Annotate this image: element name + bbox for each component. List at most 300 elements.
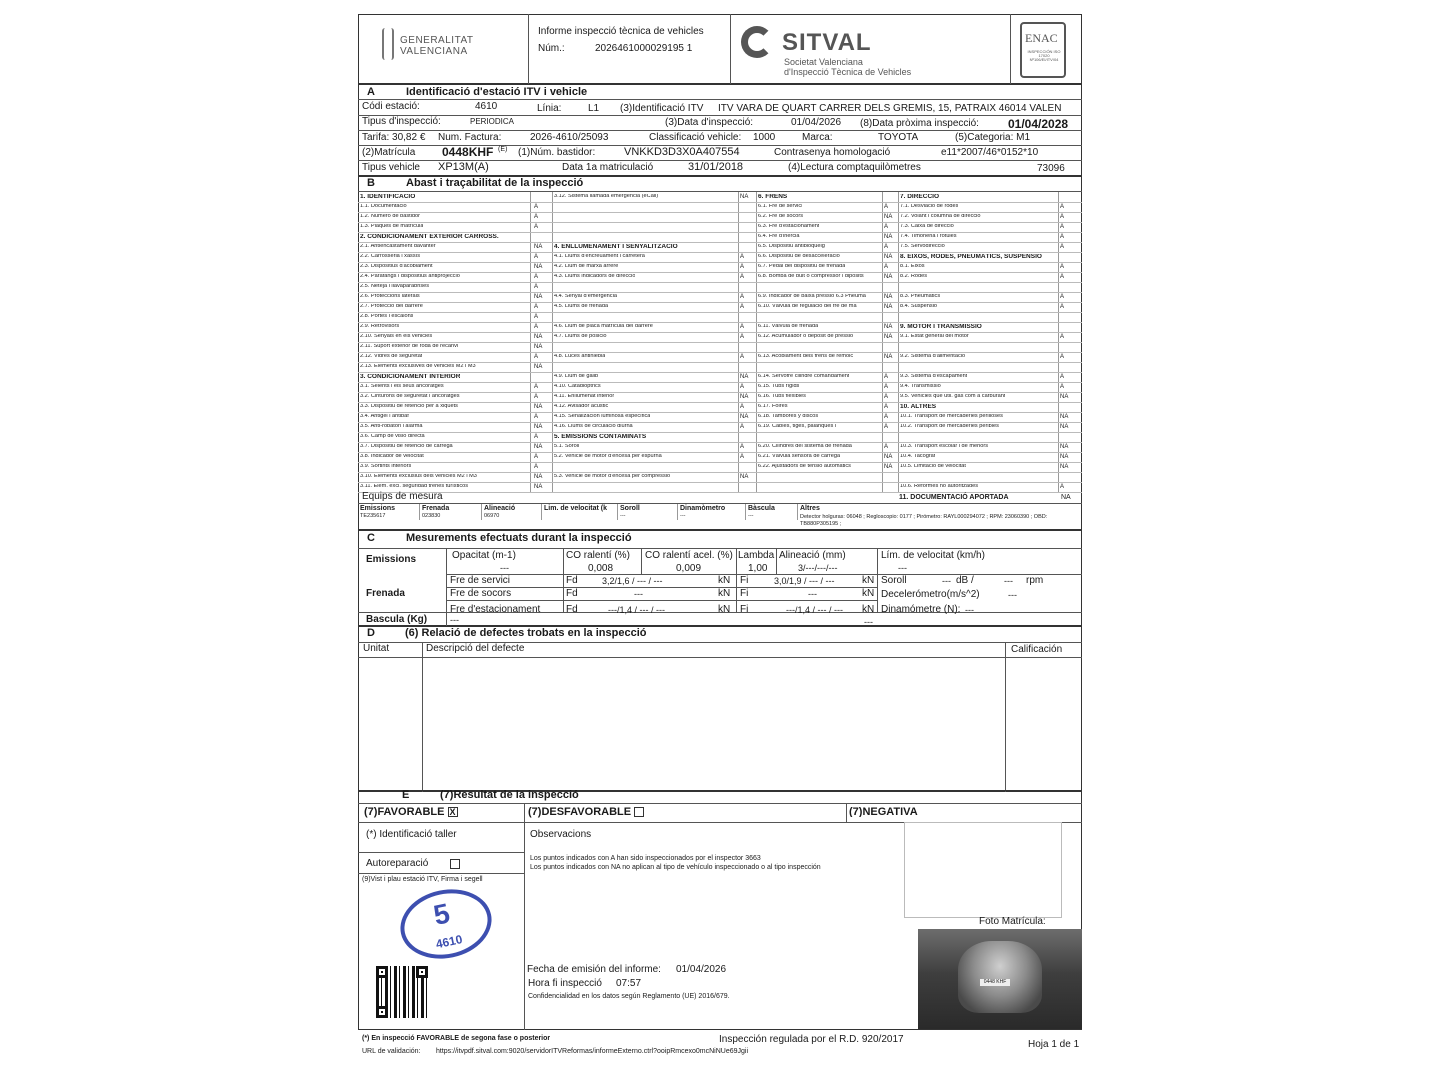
- inspection-item-label: 10.4. Tacògraf: [900, 454, 936, 459]
- inspection-item-status: A: [1060, 354, 1065, 360]
- ident-itv-value: ITV VARA DE QUART CARRER DELS GREMIS, 15, PATRAIX 46014 VALEN: [718, 103, 1062, 114]
- inspection-item-label: 6.10. Vàlvula de regulació del fre de mà: [758, 304, 857, 309]
- inspection-item-status: A: [740, 454, 745, 460]
- grid-row-line: [552, 362, 762, 363]
- grid-row-line: [552, 472, 762, 473]
- inspection-item-label: 2.1. Antiencastament davanter: [360, 244, 436, 249]
- inspection-item-label: 4.3. Llums indicadors de direcció: [554, 274, 636, 279]
- plate-photo: [918, 929, 1082, 1029]
- inspection-item-status: A: [884, 444, 889, 450]
- inspection-item-status: NA: [534, 264, 543, 270]
- tipus-vehicle-label: Tipus vehicle: [362, 162, 420, 173]
- inspection-item-label: 8.3. Pneumàtics: [900, 294, 941, 299]
- equip-value: ---: [680, 513, 686, 519]
- grid-row-line: [756, 402, 906, 403]
- grid-row-line: [358, 252, 556, 253]
- grid-row-line: [358, 242, 556, 243]
- fi-label-2: Fi: [740, 588, 749, 599]
- inspection-item-label: 6.12. Acumulador o depòsit de pressió: [758, 334, 854, 339]
- inspection-item-label: 4.5. Llums de frenada: [554, 304, 609, 309]
- inspection-item-label: 6.7. Pedal del dispositiu de frenada: [758, 264, 846, 269]
- kn-label-3: kN: [718, 604, 731, 615]
- vist-i-plau-label: (9)Vist i plau estació ITV, Firma i segell: [362, 876, 483, 883]
- inspection-item-status: A: [1060, 214, 1065, 220]
- inspection-item-status: A: [884, 204, 889, 210]
- grid-row-line: [756, 302, 906, 303]
- inspection-item-label: 4.4. Senyal d'emergència: [554, 294, 617, 299]
- grid-row-line: [552, 372, 762, 373]
- report-title: Informe inspecció tècnica de vehicles: [538, 26, 704, 37]
- grid-row-line: [756, 452, 906, 453]
- fre-estacionament-label: Fre d'estacionament: [450, 604, 541, 615]
- grid-row-line: [898, 322, 1082, 323]
- result-favorable[interactable]: [364, 807, 458, 818]
- fre-servici-label: Fre de servici: [450, 575, 511, 586]
- grid-row-line: [898, 262, 1082, 263]
- inspection-item-status: A: [1060, 304, 1065, 310]
- fi-servici-value: 3,0/1,9 / --- / ---: [774, 576, 835, 586]
- grid-row-line: [756, 312, 906, 313]
- section-a-title: Identificació d'estació ITV i vehicle: [406, 86, 588, 98]
- section-e-letter: E: [402, 789, 410, 801]
- soroll-rpm: rpm: [1026, 575, 1044, 586]
- grid-row-line: [552, 322, 762, 323]
- grid-row-line: [756, 432, 906, 433]
- inspection-item-label: 4.9. Llum de gàlib: [554, 374, 599, 379]
- grid-row-line: [358, 432, 556, 433]
- inspection-item-label: 6.2. Fre de socors: [758, 214, 804, 219]
- equip-value: ---: [748, 513, 754, 519]
- col-descripcio: Descripció del defecte: [426, 643, 525, 654]
- inspection-item-label: 6.3. Fre d'estacionament: [758, 224, 820, 229]
- fd-label-3: Fd: [566, 604, 578, 615]
- doc-aportada-label: 11. DOCUMENTACIÓ APORTADA: [899, 494, 1009, 501]
- equip-header: Altres: [800, 505, 820, 512]
- equip-divider: [617, 504, 618, 520]
- matricula-superscript: (E): [498, 146, 508, 153]
- equip-divider: [541, 504, 542, 520]
- decelerometro-value: ---: [1008, 590, 1017, 600]
- grid-row-line: [552, 342, 762, 343]
- grid-row-line: [898, 472, 1082, 473]
- inspection-grid: [358, 192, 1082, 492]
- grid-row-line: [756, 422, 906, 423]
- inspection-item-status: A: [534, 304, 539, 310]
- equip-header: Soroll: [620, 505, 640, 512]
- co-acel-label: CO ralentí acel. (%): [645, 550, 733, 561]
- fre-socors-label: Fre de socors: [450, 588, 512, 599]
- inspection-item-status: NA: [884, 214, 893, 220]
- hora-fi-label: Hora fi inspecció: [528, 978, 602, 989]
- grid-row-line: [552, 332, 762, 333]
- grid-row-line: [756, 222, 906, 223]
- inspection-item-status: A: [740, 264, 745, 270]
- co-acel-value: 0,009: [676, 563, 702, 574]
- grid-row-line: [756, 382, 906, 383]
- grid-row-line: [552, 272, 762, 273]
- inspection-item-status: A: [1060, 204, 1065, 210]
- grid-row-line: [358, 412, 556, 413]
- section-d-title: (6) Relació de defectes trobats en la inspecció: [405, 627, 647, 639]
- inspection-item-label: 4.10. Catadiòptrics: [554, 384, 601, 389]
- inspection-report: [358, 14, 1082, 1060]
- inspection-item-label: 6.19. Cables, tiges, palanques i: [758, 424, 837, 429]
- inspection-item-status: A: [740, 274, 745, 280]
- inspection-item-label: 4.15. Señalización luminosa específica: [554, 414, 651, 419]
- stamp-code: 4610: [434, 932, 464, 952]
- grid-row-line: [358, 482, 556, 483]
- inspection-item-label: 1.2. Número de bastidor: [360, 214, 421, 219]
- data-proxima-value: 01/04/2028: [1008, 117, 1069, 131]
- qr-code[interactable]: [376, 966, 428, 1018]
- inspection-item-status: NA: [884, 304, 893, 310]
- result-desfavorable[interactable]: [528, 807, 644, 818]
- equip-header: Alineació: [484, 505, 516, 512]
- grid-row-line: [552, 282, 762, 283]
- hora-fi-value: 07:57: [616, 978, 642, 989]
- inspection-item-status: A: [884, 394, 889, 400]
- desfavorable-checkbox[interactable]: [634, 807, 644, 817]
- grid-row-line: [358, 302, 556, 303]
- frenada-label: Frenada: [366, 588, 405, 599]
- grid-row-line: [552, 492, 762, 493]
- inspection-item-label: 3.4. Antigel i antibaf: [360, 414, 409, 419]
- inspection-item-label: 8.1. Eixos: [900, 264, 925, 269]
- fd-estac-value: ---/1,4 / --- / ---: [608, 605, 665, 615]
- grid-row-line: [552, 202, 762, 203]
- section-b-title: Abast i traçabilitat de la inspecció: [406, 177, 584, 189]
- data-inspeccio-label: (3)Data d'inspecció:: [665, 117, 754, 128]
- inspection-item-status: A: [1060, 374, 1065, 380]
- inspection-item-label: 6.4. Fre d'inèrcia: [758, 234, 800, 239]
- inspection-item-label: 6.17. Folres: [758, 404, 788, 409]
- grid-row-line: [756, 412, 906, 413]
- equip-divider: [797, 504, 798, 520]
- fi-socors-value: ---: [808, 589, 817, 599]
- grid-row-line: [358, 422, 556, 423]
- equip-value: 06970: [484, 513, 500, 519]
- grid-row-line: [358, 442, 556, 443]
- inspection-item-label: 4.11. Enllumenat interior: [554, 394, 615, 399]
- ident-taller: (*) Identificació taller: [366, 829, 457, 840]
- inspection-item-status: A: [534, 324, 539, 330]
- inspection-item-label: 3.5. Anti-robatori i alarma: [360, 424, 423, 429]
- tipus-inspeccio-value: PERIODICA: [470, 117, 515, 126]
- inspection-item-status: NA: [884, 324, 893, 330]
- inspection-item-label: 6.8. Bomba de buit o compressor i dipòsits: [758, 274, 864, 279]
- gv-name-line1: GENERALITAT: [400, 35, 474, 46]
- emissions-label: Emissions: [366, 554, 417, 565]
- inspection-item-label: 7.4. Timoneria i ròtules: [900, 234, 957, 239]
- grid-row-line: [358, 272, 556, 273]
- limvel-label: Lím. de velocitat (km/h): [881, 550, 985, 561]
- codi-estacio-value: 4610: [475, 101, 498, 112]
- gv-name-line2: VALENCIANA: [400, 46, 468, 57]
- grid-row-line: [898, 462, 1082, 463]
- inspection-item-label: 6.9. Indicador de baixa pressió 6.3 Pneumà: [758, 294, 866, 299]
- alineacio-value: 3/---/---/---: [798, 563, 838, 573]
- linia-value: L1: [588, 103, 600, 114]
- inspection-item-label: 9.5. Vehicles que util. gas com a carburant: [900, 394, 1006, 399]
- grid-row-line: [756, 472, 906, 473]
- inspection-item-label: 6.22. Ajustadors de tensió automàtics: [758, 464, 851, 469]
- inspection-item-status: A: [740, 424, 745, 430]
- inspection-item-label: 4.16. Llums de circulació diürna: [554, 424, 633, 429]
- tarifa: Tarifa: 30,82 €: [362, 132, 426, 143]
- inspection-item-status: A: [534, 204, 539, 210]
- grid-row-line: [552, 212, 762, 213]
- inspection-item-status: NA: [884, 274, 893, 280]
- inspection-item-label: 2.10. Senyals en els vehicles: [360, 334, 433, 339]
- sitval-subtitle-2: d'Inspecció Tècnica de Vehicles: [784, 67, 912, 77]
- bascula-value: ---: [450, 615, 459, 625]
- inspection-item-label: 3.8. Indicador de velocitat: [360, 454, 424, 459]
- grid-row-line: [552, 442, 762, 443]
- inspection-item-status: A: [1060, 484, 1065, 490]
- inspection-item-label: 2.12. Vidres de seguretat: [360, 354, 423, 359]
- inspection-item-label: 7.2. Volant i columna de direcció: [900, 214, 981, 219]
- inspection-item-status: A: [1060, 294, 1065, 300]
- grid-row-line: [756, 272, 906, 273]
- doc-aportada-value: NA: [1061, 494, 1071, 501]
- inspection-item-status: NA: [884, 454, 893, 460]
- inspection-item-status: A: [884, 424, 889, 430]
- section-c-letter: C: [367, 532, 375, 544]
- inspection-item-label: 3.7. Dispositiu de retenció de càrrega: [360, 444, 453, 449]
- grid-row-line: [898, 222, 1082, 223]
- inspection-item-status: NA: [534, 344, 543, 350]
- inspection-item-status: A: [534, 454, 539, 460]
- inspection-item-status: NA: [884, 254, 893, 260]
- opacitat-label: Opacitat (m-1): [452, 550, 516, 561]
- inspection-item-label: 4.8. Luces antiniebla: [554, 354, 606, 359]
- inspection-item-status: NA: [740, 374, 749, 380]
- section-b-letter: B: [367, 177, 375, 189]
- grid-row-line: [898, 482, 1082, 483]
- grid-row-line: [358, 462, 556, 463]
- grid-row-line: [898, 332, 1082, 333]
- inspection-item-label: 2.6. Proteccions laterals: [360, 294, 420, 299]
- grid-row-line: [756, 352, 906, 353]
- grid-row-line: [898, 242, 1082, 243]
- inspection-item-label: 3.9. Sortints interiors: [360, 464, 412, 469]
- grid-row-line: [358, 332, 556, 333]
- inspection-item-status: A: [740, 404, 745, 410]
- equip-value: Detector holguras: 06048 ; Regloscopio: 0177 ; Pirómetro: RAYL000294072 ; RPM: 23060390 ; OBD: TB880P305195 ;: [800, 514, 1048, 527]
- kn-label-6: kN: [862, 604, 875, 615]
- classificacio-label: Classificació vehicle:: [649, 132, 742, 143]
- grid-row-line: [358, 202, 556, 203]
- grid-row-line: [756, 282, 906, 283]
- inspection-item-label: 6.18. Tambores y discos: [758, 414, 819, 419]
- autoreparacio-checkbox[interactable]: [450, 859, 460, 869]
- inspection-item-label: 6.14. Servofre cilindre comandament: [758, 374, 850, 379]
- footer-url[interactable]: https://itvpdf.sitval.com:9020/servidorITVReformas/informeExterno.ctrl?ooipRmcexo0mcNiNUe69Jgii: [436, 1048, 749, 1055]
- kn-label-1: kN: [718, 575, 731, 586]
- inspection-item-status: A: [740, 384, 745, 390]
- footer-note: (*) En inspecció FAVORABLE de segona fase o posterior: [362, 1035, 551, 1042]
- grid-row-line: [898, 232, 1082, 233]
- inspection-item-status: A: [1060, 334, 1065, 340]
- enac-subtitle: INSPECCIÓN ISO 17020 Nº106/EI/ITV/04: [1027, 49, 1061, 62]
- inspection-item-label: 5.2. Vehicle de motor d'encesa per espurna: [554, 454, 662, 459]
- inspection-item-status: NA: [534, 404, 543, 410]
- inspection-item-label: 1.3. Plaques de matrícula: [360, 224, 424, 229]
- grid-row-line: [898, 212, 1082, 213]
- grid-row-line: [358, 472, 556, 473]
- inspection-item-label: 7.1. Desviació de rodes: [900, 204, 959, 209]
- bastidor-value: VNKKD3D3X0A407554: [624, 146, 740, 158]
- grid-row-line: [898, 492, 1082, 493]
- inspection-item-label: 3.2. Cinturons de seguretat i ancoratges: [360, 394, 460, 399]
- grid-row-line: [756, 212, 906, 213]
- equip-header: Frenada: [422, 505, 450, 512]
- favorable-checkbox[interactable]: X: [449, 807, 456, 818]
- fecha-emision-value: 01/04/2026: [676, 964, 727, 975]
- limvel-value: ---: [898, 563, 907, 573]
- inspection-item-status: A: [534, 254, 539, 260]
- inspection-item-status: NA: [884, 464, 893, 470]
- footer-regulada: Inspección regulada por el R.D. 920/2017: [719, 1034, 904, 1045]
- inspection-item-status: A: [534, 354, 539, 360]
- gv-logo-icon: [382, 28, 394, 60]
- inspection-item-status: NA: [534, 334, 543, 340]
- sitval-subtitle-1: Societat Valenciana: [784, 57, 863, 67]
- alineacio-label: Alineació (mm): [779, 550, 846, 561]
- grid-row-line: [756, 202, 906, 203]
- inspection-item-label: 3.11. Elem. excl. seguridad trenes turísticos: [360, 484, 469, 489]
- result-negativa-label: (7)NEGATIVA: [849, 807, 918, 817]
- grid-row-line: [898, 352, 1082, 353]
- equips-row: [358, 504, 1082, 530]
- inspection-item-label: 2.8. Portes i escalons: [360, 314, 414, 319]
- inspection-item-label: 2.7. Protecció del darrere: [360, 304, 423, 309]
- inspection-item-status: NA: [1060, 424, 1069, 430]
- grid-row-line: [552, 402, 762, 403]
- inspection-item-status: NA: [884, 334, 893, 340]
- grid-row-line: [552, 302, 762, 303]
- grid-row-line: [358, 452, 556, 453]
- bascula-value-2: ---: [864, 617, 873, 627]
- inspection-item-label: 7. DIRECCIÓ: [900, 194, 940, 200]
- inspection-item-status: NA: [740, 474, 749, 480]
- grid-row-line: [898, 392, 1082, 393]
- inspection-item-status: A: [1060, 384, 1065, 390]
- ident-itv-label: (3)Identificació ITV: [620, 103, 704, 114]
- inspection-item-label: 4.12. Avisador acústic: [554, 404, 609, 409]
- observacions-line-2: Los puntos indicados con NA no aplican al tipo de vehículo inspeccionado o al tipo inspección: [530, 864, 821, 871]
- inspection-item-status: NA: [534, 474, 543, 480]
- grid-row-line: [552, 392, 762, 393]
- grid-row-line: [358, 372, 556, 373]
- inspection-item-label: 3.6. Camp de visió directa: [360, 434, 425, 439]
- soroll-value: ---: [942, 576, 951, 586]
- fi-label-1: Fi: [740, 575, 749, 586]
- stamp-number: 5: [430, 897, 453, 931]
- inspection-item-status: A: [884, 414, 889, 420]
- inspection-item-label: 9. MOTOR I TRANSMISSIÓ: [900, 324, 982, 330]
- inspection-item-label: 3.3. Dispositiu de retenció per a xiquets: [360, 404, 458, 409]
- section-a-letter: A: [367, 86, 375, 98]
- tipus-inspeccio-label: Tipus d'inspecció:: [362, 116, 441, 127]
- inspection-item-label: 6.21. Vàlvula sensora de càrrega: [758, 454, 841, 459]
- inspection-item-label: 5.3. Vehicle de motor d'encesa per compressió: [554, 474, 671, 479]
- inspection-item-status: A: [884, 374, 889, 380]
- inspection-item-label: 3.1. Seients i els seus ancoratges: [360, 384, 444, 389]
- grid-row-line: [898, 452, 1082, 453]
- marca-label: Marca:: [802, 132, 833, 143]
- contrasenya-label: Contrasenya homologació: [774, 147, 891, 158]
- grid-row-line: [358, 402, 556, 403]
- inspection-item-label: 4.7. Llums de posició: [554, 334, 607, 339]
- inspection-item-status: NA: [1060, 394, 1069, 400]
- data-matriculacio-label: Data 1a matriculació: [562, 162, 654, 173]
- data-matriculacio-value: 31/01/2018: [688, 161, 744, 173]
- equip-header: Dinamòmetro: [680, 505, 726, 512]
- result-desfavorable-label: (7)DESFAVORABLE: [528, 806, 632, 818]
- grid-row-line: [552, 312, 762, 313]
- grid-row-line: [358, 342, 556, 343]
- fd-label-1: Fd: [566, 575, 578, 586]
- inspection-item-label: 2.2. Carrosseria i xassís: [360, 254, 420, 259]
- factura-value: 2026-4610/25093: [530, 132, 609, 143]
- grid-row-line: [552, 452, 762, 453]
- result-negativa[interactable]: [849, 807, 945, 817]
- marca-value: TOYOTA: [878, 132, 919, 143]
- kn-label-4: kN: [862, 575, 875, 586]
- section-d-letter: D: [367, 627, 375, 639]
- grid-row-line: [756, 392, 906, 393]
- inspection-item-label: 4. ENLLUMENAMENT I SENYALITZACIÓ: [554, 244, 678, 250]
- report-number-label: Núm.:: [538, 43, 565, 54]
- inspection-item-status: A: [740, 334, 745, 340]
- result-favorable-label: (7)FAVORABLE: [364, 806, 445, 818]
- grid-row-line: [358, 262, 556, 263]
- inspection-item-status: NA: [534, 244, 543, 250]
- inspection-item-label: 5.1. Soroll: [554, 444, 580, 449]
- autoreparacio-label: Autoreparació: [366, 858, 429, 869]
- inspection-item-status: NA: [534, 424, 543, 430]
- grid-row-line: [552, 422, 762, 423]
- grid-row-line: [358, 222, 556, 223]
- grid-row-line: [756, 232, 906, 233]
- grid-row-line: [756, 262, 906, 263]
- contrasenya-value: e11*2007/46*0152*10: [941, 147, 1039, 158]
- grid-row-line: [756, 372, 906, 373]
- grid-row-line: [898, 342, 1082, 343]
- inspection-item-label: 3.10. Elements exclusius dels vehicles M2 i M3: [360, 474, 477, 479]
- equip-header: Bàscula: [748, 505, 775, 512]
- inspection-item-status: NA: [534, 294, 543, 300]
- inspection-item-label: 4.2. Llum de marxa arrere: [554, 264, 619, 269]
- inspection-item-label: 2.9. Retrovisors: [360, 324, 400, 329]
- codi-estacio-label: Códi estació:: [362, 101, 420, 112]
- data-proxima-label: (8)Data pròxima inspecció:: [860, 118, 979, 129]
- grid-row-line: [898, 372, 1082, 373]
- inspection-item-label: 10.2. Transport de mercaderies peribles: [900, 424, 999, 429]
- dinamometre-label: Dinamómetre (N):: [881, 604, 961, 615]
- sitval-brand: SITVAL: [782, 29, 872, 56]
- foto-matricula-label: Foto Matrícula:: [979, 916, 1046, 927]
- fi-estac-value: ---/1,4 / --- / ---: [786, 605, 843, 615]
- grid-row-line: [898, 422, 1082, 423]
- inspection-item-status: A: [534, 274, 539, 280]
- co-ralenti-label: CO ralentí (%): [566, 550, 630, 561]
- equip-divider: [677, 504, 678, 520]
- section-e-title: (7)Resultat de la inspecció: [440, 789, 579, 801]
- inspection-item-label: 2.13. Elements exclusives de vehicles M2 i M3: [360, 364, 476, 369]
- inspection-item-label: 6.5. Dispositiu antibloqueig: [758, 244, 825, 249]
